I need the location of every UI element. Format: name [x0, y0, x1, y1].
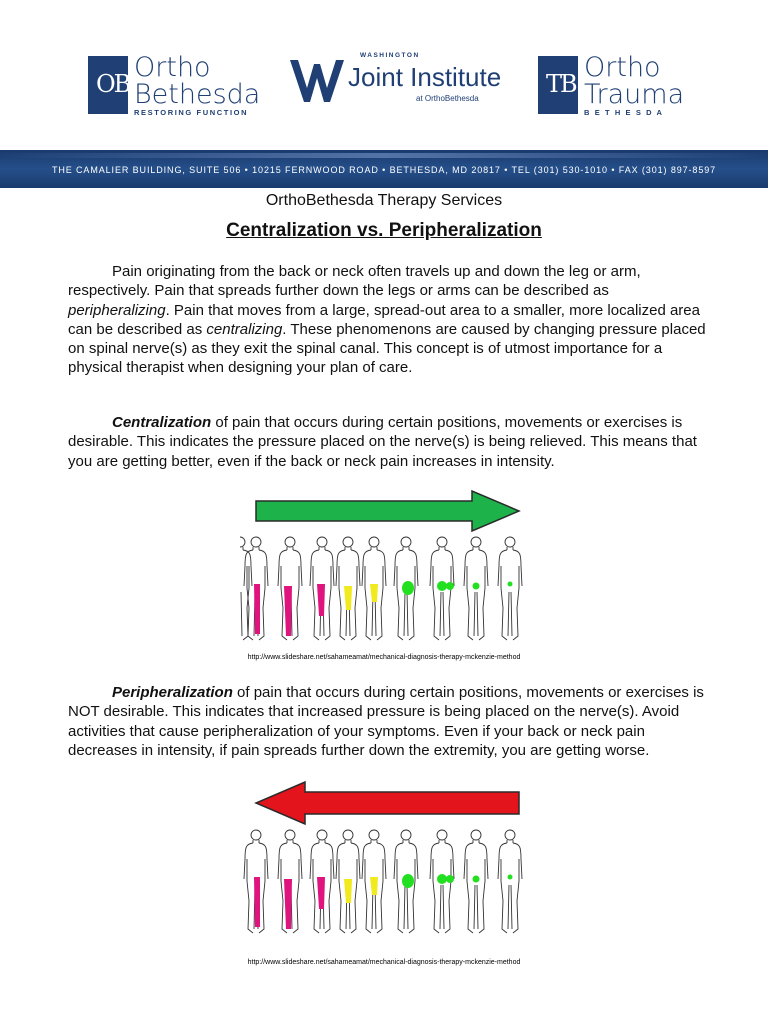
intro-text-2: . Pain that moves from a large, spread-out area to a smaller, more localized area can be described as	[68, 301, 700, 338]
red-left-arrow-icon	[253, 780, 523, 826]
orthotrauma-logo	[538, 52, 688, 122]
peripheralization-paragraph	[68, 683, 708, 760]
logo-left-line2: Bethesda	[134, 79, 261, 110]
intro-text-1: Pain originating from the back or neck often travels up and down the leg or arm, respectively. Pain that spreads further down the legs or arms can be described as	[68, 263, 641, 300]
wji-w-mark-icon	[288, 56, 346, 106]
image-source-link-2[interactable]: http://www.slideshare.net/sahameamat/mechanical-diagnosis-therapy-mckenzie-method	[247, 959, 521, 966]
logo-left-line1: Ortho	[134, 52, 211, 83]
document-subtitle: OrthoBethesda Therapy Services	[265, 192, 503, 209]
address-text: THE CAMALIER BUILDING, SUITE 506 • 10215 FERNWOOD ROAD • BETHESDA, MD 20817 • TEL (301) 530-1010 • FAX (301) 897-8597	[51, 165, 717, 175]
logo-left-tagline: RESTORING FUNCTION	[134, 108, 249, 117]
intro-text-3: . These phenomenons are caused by changing pressure placed on spinal nerve(s) as they exit the spinal canal. This concept is of utmost importance for a physical therapist when designing your plan of care.	[68, 320, 706, 377]
intro-em-centralizing: centralizing	[206, 320, 283, 338]
logo-right-line2: Trauma	[584, 79, 685, 110]
document-title: Centralization vs. Peripheralization	[226, 220, 542, 241]
logo-right-tagline: B E T H E S D A	[584, 108, 664, 117]
intro-em-peripheralizing: peripheralizing	[68, 301, 166, 319]
logo-right-line1: Ortho	[584, 52, 661, 83]
centralization-text: of pain that occurs during certain positions, movements or exercises is desirable. This indicates the pressure placed on the nerve(s) is being relieved. This means that you are getting better, even if the back or neck pain increases in intensity.	[68, 414, 697, 470]
centralization-body-diagram	[240, 536, 530, 644]
wji-name: Joint Institute	[348, 62, 502, 92]
peripheralization-text: of pain that occurs during certain positions, movements or exercises is NOT desirable. This indicates that increased pressure is being placed on the nerve(s). Avoid activities that cause peripheralization of your symptoms. Even if your back or neck pain decreases in intensity, if pain spreads further down the extremity, you are getting worse.	[68, 684, 704, 759]
centralization-paragraph	[68, 413, 708, 471]
wji-small-text: WASHINGTON	[360, 52, 420, 59]
peripheralization-term: Peripheralization	[112, 684, 233, 701]
intro-paragraph	[68, 262, 708, 378]
washington-joint-institute-logo	[288, 52, 500, 122]
wji-sub: at OrthoBethesda	[416, 94, 479, 103]
ob-monogram-icon: OB	[88, 56, 128, 114]
orthobethesda-logo	[88, 52, 263, 122]
letterhead	[0, 0, 768, 150]
green-right-arrow-icon	[254, 489, 522, 533]
tb-monogram-icon: TB	[538, 56, 578, 114]
address-band	[0, 150, 768, 188]
centralization-term: Centralization	[112, 414, 212, 431]
peripheralization-body-diagram	[240, 825, 530, 937]
image-source-link-1[interactable]: http://www.slideshare.net/sahameamat/mechanical-diagnosis-therapy-mckenzie-method	[247, 654, 521, 661]
